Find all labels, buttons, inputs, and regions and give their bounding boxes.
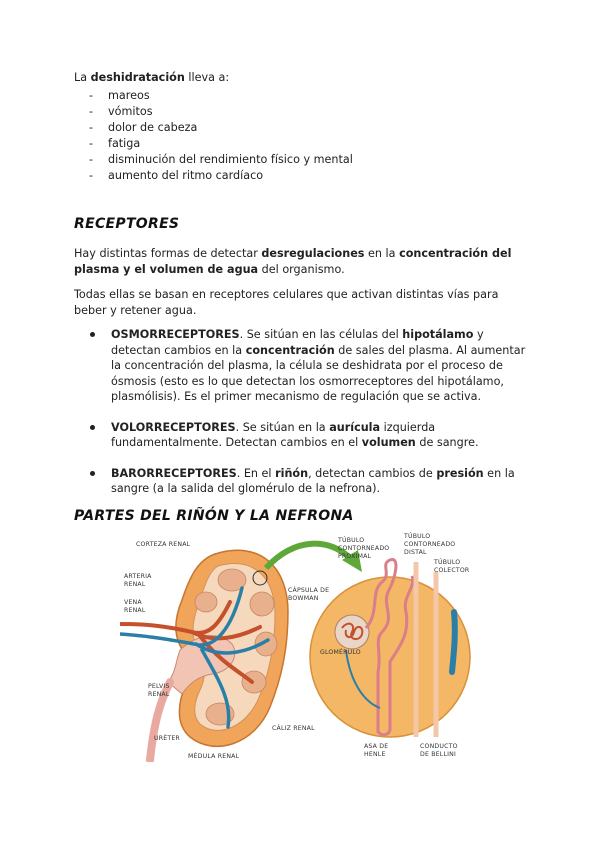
bold-term: presión [436, 466, 484, 480]
renal-pyramid [250, 592, 274, 616]
text-run: del organismo. [258, 262, 345, 276]
receptores-paragraph-1 [74, 246, 534, 277]
bold-term: desregulaciones [261, 247, 365, 260]
label-glomerulo: GLOMÉRULO [320, 649, 361, 656]
text-run: de sales del plasma. Al aumentar la concentración del plasma, la célula se deshidrata por el proceso de ósmosis (esto es lo que detectan los osmorreceptores del hipotálamo, plasmólisis). Es el primer mecanismo de regulación que se activa. [111, 343, 526, 403]
label-asa-henle: ASA DE [364, 743, 389, 750]
label-tubulo-distal: TÚBULO [404, 533, 431, 540]
label-medula-renal: MÉDULA RENAL [188, 753, 240, 760]
label-caliz-renal: CÁLIZ RENAL [272, 725, 315, 732]
label-arteria-renal: ARTERIA [124, 573, 152, 580]
text-run: de sangre. [415, 436, 479, 449]
label-tubulo-proximal-3: PROXIMAL [338, 553, 372, 560]
label-pelvis-renal-2: RENAL [148, 691, 170, 698]
text-run: , detectan cambios de [308, 466, 437, 480]
intro-line [74, 70, 534, 86]
text-run: Hay distintas formas de detectar [74, 247, 262, 260]
label-vena-renal-2: RENAL [124, 607, 146, 614]
label-corteza-renal: CORTEZA RENAL [136, 541, 191, 548]
label-tubulo-distal-3: DISTAL [404, 549, 427, 556]
label-conducto-bellini-2: DE BELLINI [420, 751, 456, 758]
nephron-vein-shape [452, 612, 455, 672]
list-item: - vómitos [74, 104, 534, 120]
label-vena-renal: VENA [124, 599, 142, 606]
intro-section [74, 70, 534, 184]
bold-term: hipotálamo [402, 328, 474, 341]
text-run: en la [364, 247, 400, 260]
label-tubulo-proximal: TÚBULO [338, 537, 365, 544]
intro-bold-term: deshidratación [90, 71, 185, 84]
text-run: en la sangre (a la salida del glomérulo de la nefrona). [111, 466, 515, 495]
text-run: izquierda fundamentalmente. Detectan cambios en el [111, 420, 436, 449]
label-tubulo-colector-2: COLECTOR [434, 567, 470, 574]
list-item: - aumento del ritmo cardíaco [74, 168, 534, 184]
label-ureter: URÉTER [154, 735, 180, 742]
label-tubulo-proximal-2: CONTORNEADO [338, 545, 390, 552]
intro-pre: La [74, 71, 91, 84]
text-run: y detectan cambios en la [111, 328, 484, 357]
list-item: - fatiga [74, 136, 534, 152]
label-pelvis-renal: PELVIS [148, 683, 170, 690]
label-tubulo-colector: TÚBULO [434, 559, 461, 566]
receptor-item-volorreceptores [74, 420, 536, 451]
label-capsula-bowman-2: BOWMAN [288, 595, 319, 602]
section-heading-receptores: RECEPTORES [74, 216, 180, 232]
receptor-item-barorreceptores [74, 466, 536, 497]
text-run: . Se sitúan en las células del [239, 328, 403, 341]
bold-term: BARORRECEPTORES [111, 466, 237, 480]
receptores-paragraph-2: Todas ellas se basan en receptores celulares que activan distintas vías para beber y retener agua. [74, 288, 499, 317]
text-run: . En el [236, 466, 276, 480]
intro-post: lleva a: [184, 71, 230, 84]
receptor-item-osmorreceptores [74, 327, 536, 405]
list-item: - disminución del rendimiento físico y mental [74, 152, 534, 168]
kidney-nephron-illustration [120, 532, 480, 762]
section-heading-partes: PARTES DEL RIÑÓN Y LA NEFRONA [74, 508, 354, 524]
label-capsula-bowman: CÁPSULA DE [288, 587, 330, 594]
bold-term: OSMORRECEPTORES [111, 328, 240, 341]
bold-term: VOLORRECEPTORES [111, 420, 236, 434]
list-item: - mareos [74, 88, 534, 104]
list-item: - dolor de cabeza [74, 120, 534, 136]
label-conducto-bellini: CONDUCTO [420, 743, 458, 750]
bold-term: riñón [275, 466, 309, 480]
label-asa-henle-2: HENLE [364, 751, 386, 758]
kidney-diagram-svg [120, 532, 480, 762]
label-arteria-renal-2: RENAL [124, 581, 146, 588]
bold-term: concentración del plasma y el volumen de agua [74, 247, 512, 276]
bold-term: concentración [245, 343, 335, 357]
symptom-list [74, 88, 534, 184]
renal-pyramid [195, 592, 217, 612]
label-tubulo-distal-2: CONTORNEADO [404, 541, 456, 548]
text-run: . Se sitúan en la [235, 420, 330, 434]
receptor-list [74, 327, 536, 512]
bold-term: volumen [361, 436, 416, 449]
bold-term: aurícula [329, 420, 381, 434]
